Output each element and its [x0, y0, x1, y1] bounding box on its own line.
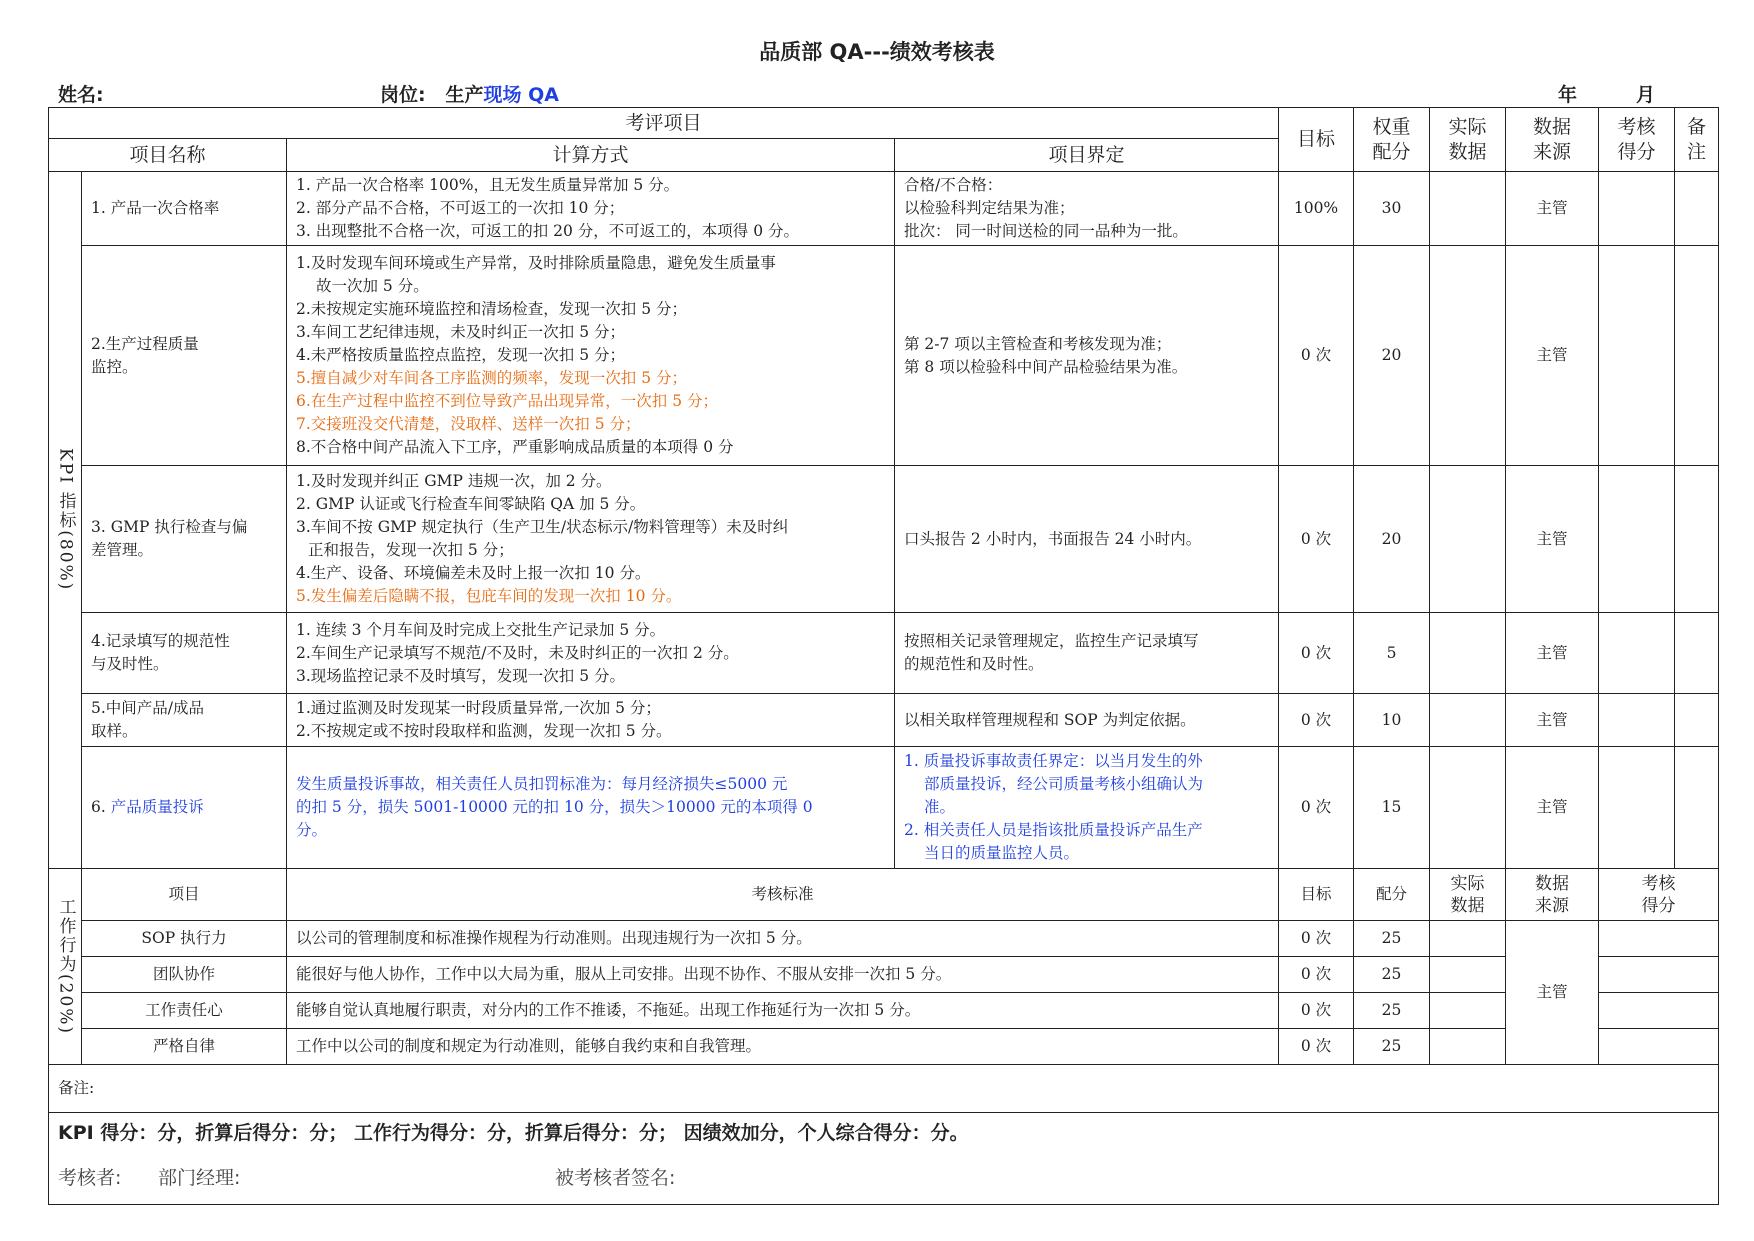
kpi-scope: 口头报告 2 小时内，书面报告 24 小时内。 — [895, 466, 1279, 613]
behavior-weight: 25 — [1354, 921, 1430, 957]
kpi-remark[interactable] — [1675, 172, 1719, 246]
behavior-score[interactable] — [1599, 921, 1719, 957]
behavior-header-target: 目标 — [1279, 869, 1354, 921]
behavior-target: 0 次 — [1279, 957, 1354, 993]
header-actual: 实际数据 — [1430, 108, 1506, 172]
kpi-calc: 1. 连续 3 个月车间及时完成上交批生产记录加 5 分。 2.车间生产记录填写不规范/不及时，未及时纠正的一次扣 2 分。 3.现场监控记录不及时填写，发现一次扣 5 分。 — [287, 613, 895, 694]
behavior-section-label: 工作行为(20%) — [49, 869, 82, 1065]
remark-label: 备注: — [58, 1079, 95, 1097]
behavior-score[interactable] — [1599, 957, 1719, 993]
header-calc: 计算方式 — [287, 139, 895, 172]
kpi-source: 主管 — [1506, 613, 1599, 694]
kpi-target: 0 次 — [1279, 613, 1354, 694]
kpi-remark[interactable] — [1675, 246, 1719, 466]
behavior-item-name: SOP 执行力 — [82, 921, 287, 957]
kpi-item-name: 3. GMP 执行检查与偏 差管理。 — [82, 466, 287, 613]
kpi-scope: 以相关取样管理规程和 SOP 为判定依据。 — [895, 694, 1279, 747]
name-label: 姓名: — [58, 84, 104, 106]
behavior-actual[interactable] — [1430, 921, 1506, 957]
kpi-section-label: KPI 指标(80%) — [49, 172, 82, 869]
header-group: 考评项目 — [49, 108, 1279, 139]
manager-label: 部门经理: — [158, 1167, 241, 1189]
kpi-score[interactable] — [1599, 172, 1675, 246]
assessment-table — [48, 107, 1719, 1205]
behavior-standard: 工作中以公司的制度和规定为行动准则，能够自我约束和自我管理。 — [287, 1029, 1279, 1065]
behavior-header-source: 数据来源 — [1506, 869, 1599, 921]
kpi-scope: 合格/不合格： 以检验科判定结果为准； 批次： 同一时间送检的同一品种为一批。 — [895, 172, 1279, 246]
kpi-actual[interactable] — [1430, 613, 1506, 694]
kpi-weight: 5 — [1354, 613, 1430, 694]
kpi-calc: 1.及时发现并纠正 GMP 违规一次，加 2 分。 2. GMP 认证或飞行检查车间零缺陷 QA 加 5 分。 3.车间不按 GMP 规定执行（生产卫生/状态标示/物料管理等）未及时纠 正和报告，发现一次扣 5 分； 4.生产、设备、环境偏差未及时上报一次扣 10 分。 5.发生偏差后隐瞒不报，包庇车间的发现一次扣 10 分。 — [287, 466, 895, 613]
behavior-header-score: 考核得分 — [1599, 869, 1719, 921]
kpi-weight: 30 — [1354, 172, 1430, 246]
behavior-target: 0 次 — [1279, 1029, 1354, 1065]
behavior-item-name: 工作责任心 — [82, 993, 287, 1029]
kpi-scope: 第 2-7 项以主管检查和考核发现为准； 第 8 项以检验科中间产品检验结果为准。 — [895, 246, 1279, 466]
header-weight: 权重配分 — [1354, 108, 1430, 172]
kpi-target: 0 次 — [1279, 747, 1354, 869]
kpi-row — [49, 694, 1719, 747]
behavior-weight: 25 — [1354, 993, 1430, 1029]
behavior-row — [49, 993, 1719, 1029]
kpi-row — [49, 172, 1719, 246]
behavior-row — [49, 921, 1719, 957]
kpi-target: 0 次 — [1279, 246, 1354, 466]
behavior-header-weight: 配分 — [1354, 869, 1430, 921]
header-scope: 项目界定 — [895, 139, 1279, 172]
header-remark: 备注 — [1675, 108, 1719, 172]
kpi-source: 主管 — [1506, 694, 1599, 747]
behavior-weight: 25 — [1354, 957, 1430, 993]
kpi-remark[interactable] — [1675, 466, 1719, 613]
behavior-header-actual: 实际数据 — [1430, 869, 1506, 921]
behavior-target: 0 次 — [1279, 921, 1354, 957]
kpi-score[interactable] — [1599, 747, 1675, 869]
kpi-weight: 10 — [1354, 694, 1430, 747]
kpi-source: 主管 — [1506, 747, 1599, 869]
kpi-weight: 20 — [1354, 246, 1430, 466]
year-label: 年 — [1558, 84, 1578, 106]
kpi-row — [49, 747, 1719, 869]
kpi-target: 0 次 — [1279, 466, 1354, 613]
behavior-weight: 25 — [1354, 1029, 1430, 1065]
kpi-row — [49, 613, 1719, 694]
kpi-source: 主管 — [1506, 466, 1599, 613]
page-title: 品质部 QA---绩效考核表 — [759, 40, 995, 64]
summary-text: KPI 得分：分，折算后得分：分； 工作行为得分：分，折算后得分：分； 因绩效加分，个人综合得分：分。 — [58, 1122, 969, 1144]
behavior-standard: 以公司的管理制度和标准操作规程为行动准则。出现违规行为一次扣 5 分。 — [287, 921, 1279, 957]
behavior-item-name: 团队协作 — [82, 957, 287, 993]
kpi-actual[interactable] — [1430, 694, 1506, 747]
header-source: 数据来源 — [1506, 108, 1599, 172]
kpi-score[interactable] — [1599, 613, 1675, 694]
behavior-actual[interactable] — [1430, 993, 1506, 1029]
kpi-target: 100% — [1279, 172, 1354, 246]
kpi-target: 0 次 — [1279, 694, 1354, 747]
kpi-score[interactable] — [1599, 466, 1675, 613]
behavior-row — [49, 1029, 1719, 1065]
position-value-a: 生产 — [445, 84, 484, 106]
kpi-scope: 按照相关记录管理规定，监控生产记录填写 的规范性和及时性。 — [895, 613, 1279, 694]
header-score: 考核得分 — [1599, 108, 1675, 172]
position-value-b: 现场 QA — [483, 84, 559, 106]
kpi-remark[interactable] — [1675, 694, 1719, 747]
behavior-source: 主管 — [1506, 921, 1599, 1065]
remark-row[interactable] — [49, 1065, 1719, 1113]
kpi-row — [49, 246, 1719, 466]
kpi-remark[interactable] — [1675, 613, 1719, 694]
kpi-item-name: 4.记录填写的规范性 与及时性。 — [82, 613, 287, 694]
kpi-scope: 1. 质量投诉事故责任界定：以当月发生的外 部质量投诉，经公司质量考核小组确认为 准。 2. 相关责任人员是指该批质量投诉产品生产 当日的质量监控人员。 — [895, 747, 1279, 869]
behavior-standard: 能够自觉认真地履行职责，对分内的工作不推诿，不拖延。出现工作拖延行为一次扣 5 分。 — [287, 993, 1279, 1029]
kpi-score[interactable] — [1599, 694, 1675, 747]
kpi-calc: 1.及时发现车间环境或生产异常，及时排除质量隐患，避免发生质量事 故一次加 5 分。 2.未按规定实施环境监控和清场检查，发现一次扣 5 分； 3.车间工艺纪律违规，未及时纠正一次扣 5 分； 4.未严格按质量监控点监控，发现一次扣 5 分； 5.擅自减少对车间各工序监测的频率，发现一次扣 5 分； 6.在生产过程中监控不到位导致产品出现异常，一次扣 5 分； 7.交接班没交代清楚，没取样、送样一次扣 5 分； 8.不合格中间产品流入下工序，严重影响成品质量的本项得 0 分 — [287, 246, 895, 466]
behavior-actual[interactable] — [1430, 1029, 1506, 1065]
behavior-score[interactable] — [1599, 1029, 1719, 1065]
month-label: 月 — [1636, 84, 1656, 106]
position-label-text: 岗位: — [380, 84, 426, 106]
behavior-score[interactable] — [1599, 993, 1719, 1029]
behavior-row — [49, 957, 1719, 993]
position-label — [380, 80, 559, 107]
kpi-source: 主管 — [1506, 172, 1599, 246]
kpi-item-name: 5.中间产品/成品 取样。 — [82, 694, 287, 747]
kpi-row — [49, 466, 1719, 613]
kpi-actual[interactable] — [1430, 466, 1506, 613]
kpi-score[interactable] — [1599, 246, 1675, 466]
header-item-name: 项目名称 — [49, 139, 287, 172]
kpi-calc: 发生质量投诉事故，相关责任人员扣罚标准为：每月经济损失≤5000 元 的扣 5 分，损失 5001-10000 元的扣 10 分，损失＞10000 元的本项得 0 分。 — [287, 747, 895, 869]
behavior-target: 0 次 — [1279, 993, 1354, 1029]
kpi-calc: 1. 产品一次合格率 100%，且无发生质量异常加 5 分。 2. 部分产品不合格，不可返工的一次扣 10 分； 3. 出现整批不合格一次，可返工的扣 20 分，不可返工的，本项得 0 分。 — [287, 172, 895, 246]
kpi-remark[interactable] — [1675, 747, 1719, 869]
behavior-header-item: 项目 — [82, 869, 287, 921]
kpi-item-name: 6. 产品质量投诉 — [82, 747, 287, 869]
kpi-source: 主管 — [1506, 246, 1599, 466]
assessor-label: 考核者: — [58, 1167, 122, 1189]
header-target: 目标 — [1279, 108, 1354, 172]
kpi-item-name: 1. 产品一次合格率 — [82, 172, 287, 246]
kpi-actual[interactable] — [1430, 172, 1506, 246]
behavior-header-standard: 考核标准 — [287, 869, 1279, 921]
kpi-weight: 20 — [1354, 466, 1430, 613]
kpi-weight: 15 — [1354, 747, 1430, 869]
kpi-item-name: 2.生产过程质量 监控。 — [82, 246, 287, 466]
behavior-item-name: 严格自律 — [82, 1029, 287, 1065]
kpi-actual[interactable] — [1430, 747, 1506, 869]
summary-block — [49, 1113, 1719, 1205]
kpi-actual[interactable] — [1430, 246, 1506, 466]
kpi-calc: 1.通过监测及时发现某一时段质量异常,一次加 5 分； 2.不按规定或不按时段取样和监测，发现一次扣 5 分。 — [287, 694, 895, 747]
assessee-label: 被考核者签名: — [555, 1167, 676, 1189]
behavior-actual[interactable] — [1430, 957, 1506, 993]
behavior-standard: 能很好与他人协作，工作中以大局为重，服从上司安排。出现不协作、不服从安排一次扣 5 分。 — [287, 957, 1279, 993]
